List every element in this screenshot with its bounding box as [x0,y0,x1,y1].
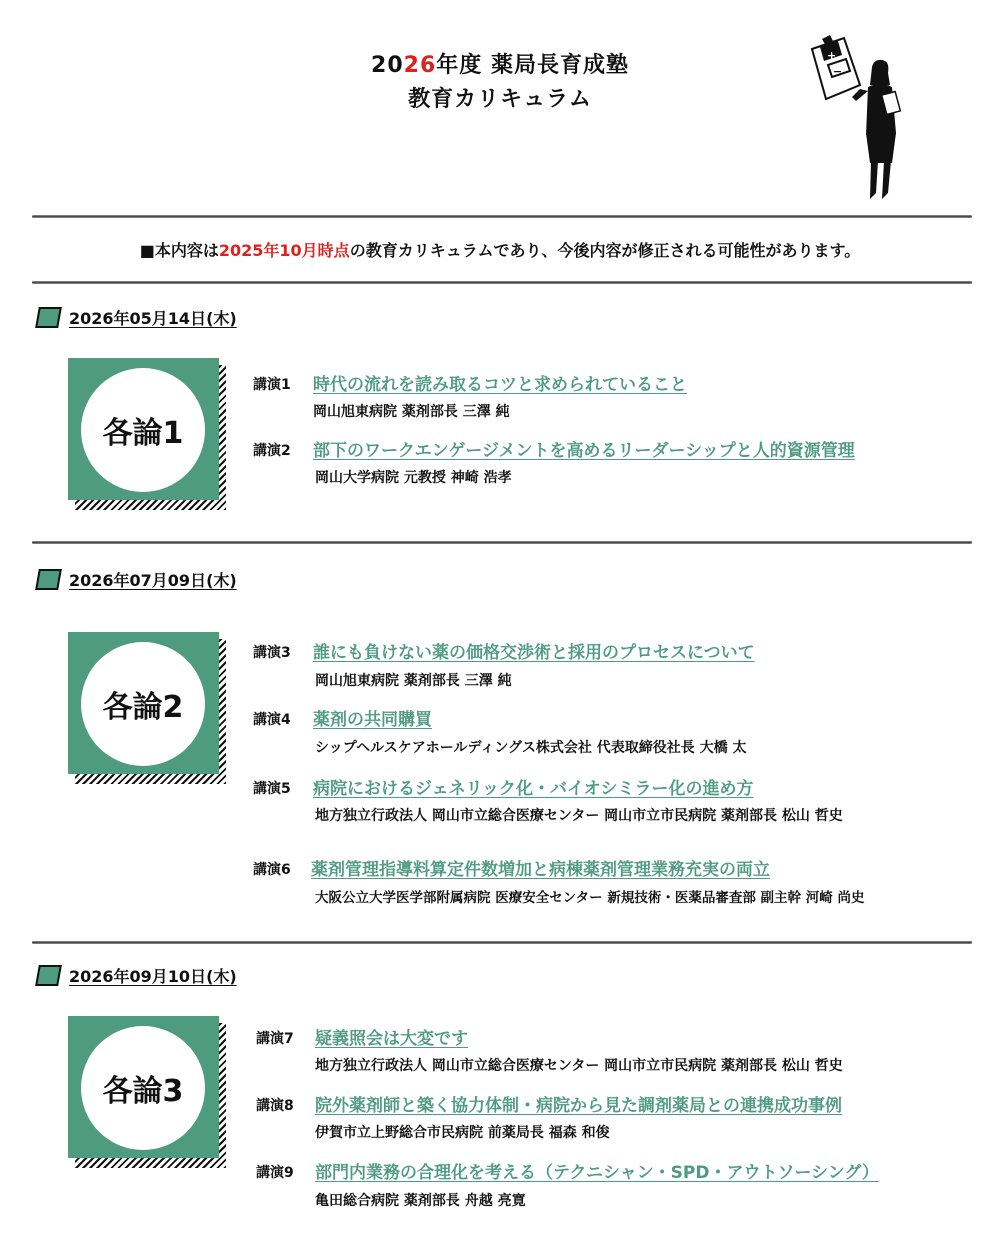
session-3-block [68,1016,219,1158]
notice-prefix: ■本内容は [139,241,219,260]
lecture-6-number: 講演6 [253,862,291,878]
session-1-date [35,304,237,330]
lecture-8-speaker: 伊賀市立上野総合市民病院 前薬局長 福森 和俊 [315,1125,610,1141]
notice-text [0,238,1000,261]
session-1-block [68,358,219,500]
lecture-2-speaker: 岡山大学病院 元教授 神崎 浩孝 [315,470,512,486]
title-prefix: 20 [371,53,404,78]
lecture-7-title: 疑義照会は大変です [315,1029,468,1049]
block-label: 各論1 [81,368,205,492]
divider-session-1 [32,541,972,544]
lecture-7-number: 講演7 [256,1031,294,1047]
page-subtitle: 教育カリキュラム [408,87,592,112]
lecture-7-speaker: 地方独立行政法人 岡山市立総合医療センター 岡山市立市民病院 薬剤部長 松山 哲史 [315,1058,843,1074]
lecture-4-speaker: シップヘルスケアホールディングス株式会社 代表取締役社長 大橋 太 [315,740,747,756]
lecture-3-title: 誰にも負けない薬の価格交渉術と採用のプロセスについて [313,643,755,663]
title-year-highlight: 26 [403,53,437,78]
lecture-8-number: 講演8 [256,1098,294,1114]
lecture-5-number: 講演5 [253,781,291,797]
businesswoman-with-sign-illustration [808,33,916,203]
calendar-icon [35,964,61,986]
svg-text:+: + [827,49,837,62]
notice-suffix: の教育カリキュラムであり、今後内容が修正される可能性があります。 [349,241,861,260]
session-date-text: 2026年09月10日(木) [69,966,237,986]
divider-session-2 [32,941,972,944]
lecture-2-number: 講演2 [253,443,291,459]
calendar-icon [35,306,61,328]
session-date-text: 2026年07月09日(木) [69,570,237,590]
session-2-block [68,632,219,774]
lecture-1-number: 講演1 [253,377,291,393]
lecture-2-title: 部下のワークエンゲージメントを高めるリーダーシップと人的資源管理 [313,441,855,461]
lecture-3-speaker: 岡山旭東病院 薬剤部長 三澤 純 [315,673,512,689]
divider-notice [32,281,972,284]
block-label: 各論2 [81,642,205,766]
lecture-4-number: 講演4 [253,712,291,728]
session-date-text: 2026年05月14日(木) [69,308,237,328]
lecture-9-number: 講演9 [256,1165,294,1181]
lecture-5-speaker: 地方独立行政法人 岡山市立総合医療センター 岡山市立市民病院 薬剤部長 松山 哲史 [315,808,843,824]
lecture-8-title: 院外薬剤師と築く協力体制・病院から見た調剤薬局との連携成功事例 [315,1096,842,1116]
svg-text:−: − [833,65,843,78]
lecture-5-title: 病院におけるジェネリック化・バイオシミラー化の進め方 [313,779,754,799]
lecture-1-title: 時代の流れを読み取るコツと求められていること [313,375,687,395]
lecture-1-speaker: 岡山旭東病院 薬剤部長 三澤 純 [313,404,510,420]
session-2-date [35,566,237,592]
lecture-4-title: 薬剤の共同購買 [313,710,432,730]
lecture-3-number: 講演3 [253,645,291,661]
block-label: 各論3 [81,1026,205,1150]
session-3-date [35,962,237,988]
sign-board-icon [812,35,860,99]
lecture-6-title: 薬剤管理指導料算定件数増加と病棟薬剤管理業務充実の両立 [311,860,770,880]
title-suffix: 年度 薬局長育成塾 [436,53,629,78]
lecture-9-speaker: 亀田総合病院 薬剤部長 舟越 亮寛 [315,1193,526,1209]
lecture-9-title: 部門内業務の合理化を考える（テクニシャン・SPD・アウトソーシング） [315,1163,879,1183]
notice-highlight: 2025年10月時点 [218,241,350,260]
calendar-icon [35,568,61,590]
divider-top [32,215,972,218]
lecture-6-speaker: 大阪公立大学医学部附属病院 医療安全センター 新規技術・医薬品審査部 副主幹 河崎 尚史 [315,890,865,906]
